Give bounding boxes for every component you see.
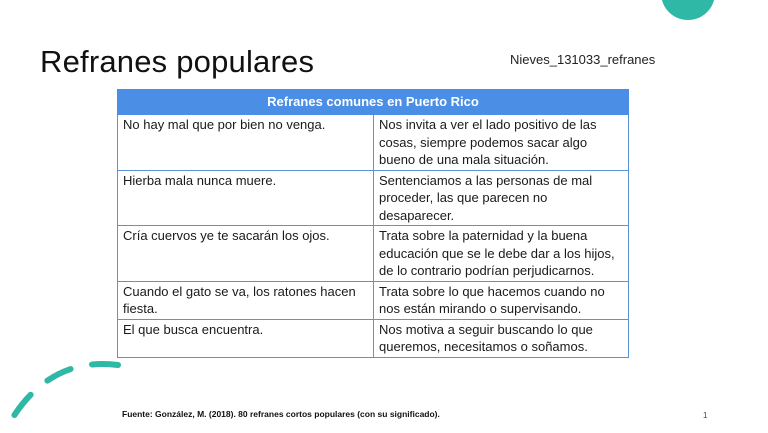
table-row [118, 319, 629, 357]
file-reference: Nieves_131033_refranes [510, 52, 656, 67]
refran-cell: Hierba mala nunca muere. [118, 170, 374, 226]
table-row [118, 170, 629, 226]
refran-cell: Cría cuervos ye te sacarán los ojos. [118, 226, 374, 282]
significado-cell: Nos motiva a seguir buscando lo que queremos, necesitamos o soñamos. [374, 319, 629, 357]
refran-cell: El que busca encuentra. [118, 319, 374, 357]
refran-cell: No hay mal que por bien no venga. [118, 115, 374, 171]
table-header-row [118, 90, 629, 115]
source-citation: Fuente: González, M. (2018). 80 refranes cortos populares (con su significado). [122, 409, 440, 419]
decorative-dashed-arc [0, 352, 130, 433]
significado-cell: Trata sobre lo que hacemos cuando no nos están mirando o supervisando. [374, 281, 629, 319]
refranes-table [117, 89, 629, 358]
refran-cell: Cuando el gato se va, los ratones hacen fiesta. [118, 281, 374, 319]
significado-cell: Trata sobre la paternidad y la buena educación que se le debe dar a los hijos, de lo contrario podrían perjudicarnos. [374, 226, 629, 282]
table-row [118, 115, 629, 171]
slide-title: Refranes populares [40, 44, 315, 79]
table-row [118, 281, 629, 319]
table-row [118, 226, 629, 282]
significado-cell: Sentenciamos a las personas de mal proceder, las que parecen no desaparecer. [374, 170, 629, 226]
decorative-circle [661, 0, 715, 20]
table-caption: Refranes comunes en Puerto Rico [118, 90, 629, 115]
page-number: 1 [703, 411, 708, 420]
significado-cell: Nos invita a ver el lado positivo de las cosas, siempre podemos sacar algo bueno de una mala situación. [374, 115, 629, 171]
